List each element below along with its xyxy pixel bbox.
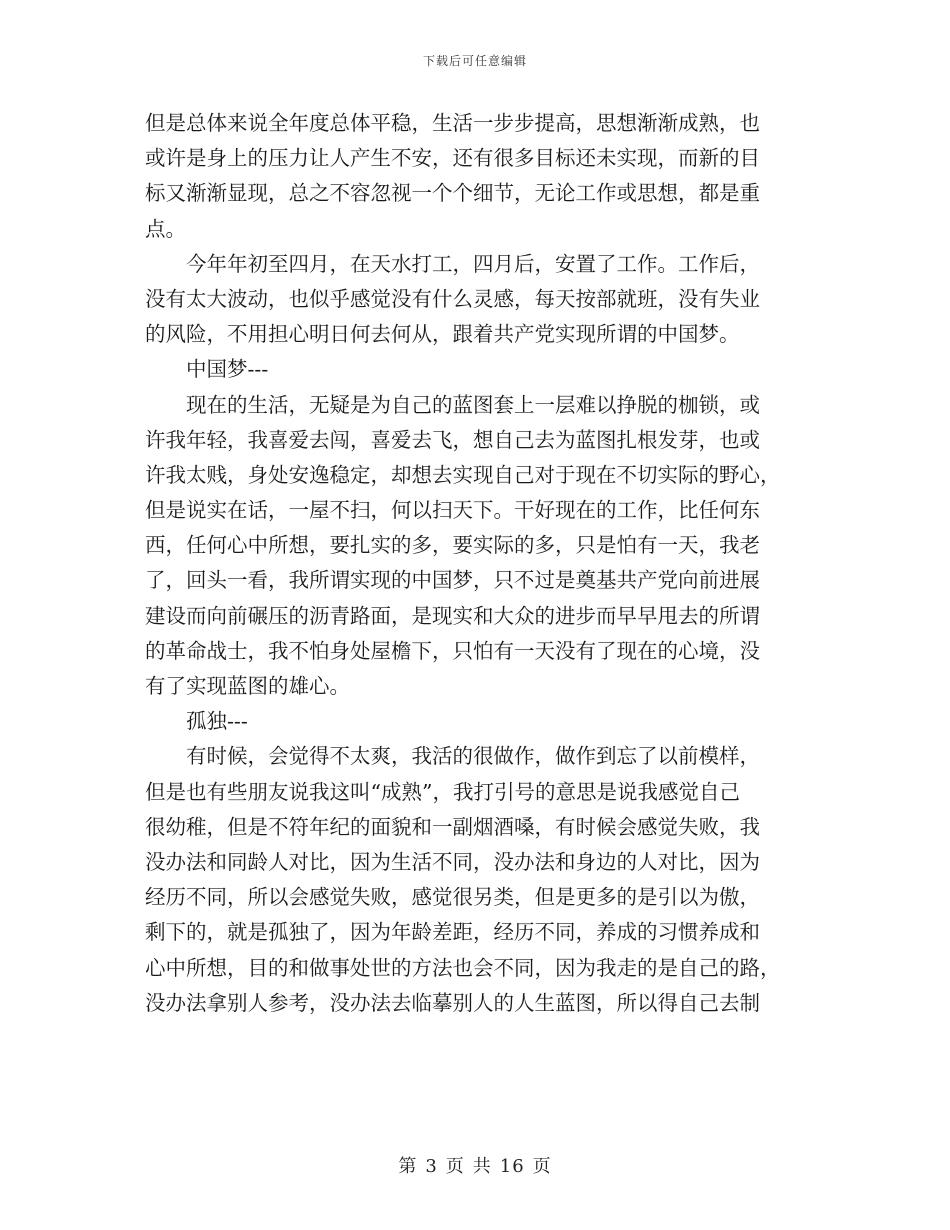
text-line: 今年年初至四月，在天水打工，四月后，安置了工作。工作后， [186,251,760,276]
text-line: 现在的生活，无疑是为自己的蓝图套上一层难以挣脱的枷锁，或 [186,392,760,417]
text-line: 了，回头一看，我所谓实现的中国梦，只不过是奠基共产党向前进展 [145,568,760,593]
text-line: 点。 [145,216,186,241]
text-line: 经历不同，所以会感觉失败，感觉很另类，但是更多的是引以为傲， [145,885,760,910]
text-line: 或许是身上的压力让人产生不安，还有很多目标还未实现，而新的目 [145,146,760,171]
text-line: 许我太贱，身处安逸稳定，却想去实现自己对于现在不切实际的野心， [145,462,781,487]
page-number: 3 [425,1156,438,1177]
text-line: 但是说实在话，一屋不扫，何以扫天下。干好现在的工作，比任何东 [145,498,760,523]
page-footer [0,1152,950,1178]
page-header: 下载后可任意编辑 [422,54,527,68]
text-line: 但是总体来说全年度总体平稳，生活一步步提高，思想渐渐成熟，也 [145,111,760,135]
text-line: 很幼稚，但是不符年纪的面貌和一副烟酒嗓，有时候会感觉失败，我 [145,814,760,839]
text-line: 西，任何心中所想，要扎实的多，要实际的多，只是怕有一天，我老 [145,533,760,558]
text-line: 没办法和同龄人对比，因为生活不同，没办法和身边的人对比，因为 [145,849,760,874]
section-heading-loneliness: 孤独--- [186,709,248,734]
text-line: 的风险，不用担心明日何去何从，跟着共产党实现所谓的中国梦。 [145,322,740,347]
text-line: 没办法拿别人参考，没办法去临摹别人的人生蓝图，所以得自己去制 [145,990,760,1015]
page-label-prefix: 第 [398,1156,418,1177]
text-line: 心中所想，目的和做事处世的方法也会不同，因为我走的是自己的路， [145,955,781,980]
total-pages: 16 [499,1156,525,1177]
text-line: 剩下的，就是孤独了，因为年龄差距，经历不同，养成的习惯养成和 [145,920,760,945]
text-line: 许我年轻，我喜爱去闯，喜爱去飞，想自己去为蓝图扎根发芽，也或 [145,427,760,452]
document-body [145,106,805,1021]
text-line: 有时候，会觉得不太爽，我活的很做作，做作到忘了以前模样， [186,744,760,769]
page-label-mid: 页 [445,1156,465,1177]
total-label: 共 [472,1156,492,1177]
text-line: 但是也有些朋友说我这叫“成熟”，我打引号的意思是说我感觉自己 [145,779,740,804]
text-line: 的革命战士，我不怕身处屋檐下，只怕有一天没有了现在的心境，没 [145,638,760,663]
text-line: 建设而向前碾压的沥青路面，是现实和大众的进步而早早甩去的所谓 [145,603,760,628]
section-heading-chinese-dream: 中国梦--- [186,357,269,382]
page-label-suffix: 页 [532,1156,552,1177]
text-line: 标又渐渐显现，总之不容忽视一个个细节，无论工作或思想，都是重 [145,181,760,206]
text-line: 没有太大波动，也似乎感觉没有什么灵感，每天按部就班，没有失业 [145,286,760,311]
text-line: 有了实现蓝图的雄心。 [145,674,350,698]
